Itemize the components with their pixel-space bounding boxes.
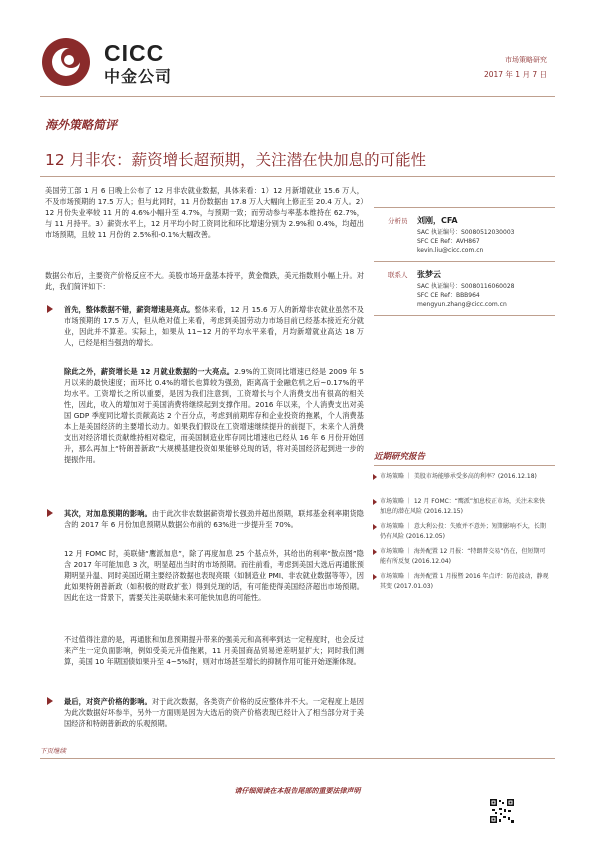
fomc-paragraph: 12 月 FOMC 时，美联储“鹰派加息”，除了再度加息 25 个基点外，其给出的利率“散点图”隐含 2017 年可能加息 3 次，明显超出当时的市场预期。而往前看，考虑到美国大选后再通胀预期明显升温、同时美国近期主要经济数据也表现亮眼（如制造业 PMI、非农就业数据等等），因此如果特朗普新政（如积极的财政扩张）得到兑现的话，有可能使得美国经济超出市场预期。因此在这一背景下，需要关注美联储未来可能快加息的可能性。 (64, 549, 364, 602)
bullet-second (64, 508, 364, 530)
continued-note: 下页继续 (40, 747, 66, 755)
intro-tail-paragraph: 数据公布后，主要资产价格反应不大。美股市场开盘基本持平，黄金微跌，美元指数则小幅上升。对此，我们简评如下： (45, 271, 364, 291)
risk-paragraph: 不过值得注意的是，再通胀和加息预期提升带来的强美元和高利率到达一定程度时，也会反过来产生一定负面影响，例如受美元升值拖累，11 月美国商品贸易逆差明显扩大；同时我们测算，美国 10 年期国债如果升至 4~5%时，则对市场甚至增长的抑制作用可能开始逐渐体现。 (64, 635, 364, 666)
analyst-role: 分析员 (388, 217, 408, 225)
bullet-arrow-icon (373, 574, 377, 580)
bullet-third (64, 696, 364, 729)
footer-divider (40, 758, 555, 759)
analyst-role: 联系人 (388, 271, 408, 279)
bullet-arrow-icon (373, 474, 377, 480)
analyst-name: 刘刚，CFA (417, 216, 458, 225)
analyst-email[interactable]: mengyun.zhang@cicc.com.cn (417, 301, 507, 308)
bullet-lead: 其次，对加息预期的影响。 (64, 509, 152, 518)
page-title: 12 月非农：薪资增长超预期，关注潜在快加息的可能性 (45, 151, 427, 169)
analyst-name: 张梦云 (417, 270, 441, 279)
wage-paragraph (64, 366, 364, 465)
analyst-sfc: SFC CE Ref：BBB964 (417, 292, 480, 299)
recent-report-item[interactable]: 市场策略 ｜ 海外配置 1 月报暨 2016 年点评：防范波动，静观其变 (2017.01.03) (380, 572, 550, 591)
title-divider (40, 176, 555, 177)
recent-report-item[interactable]: 市场策略 ｜ 12 月 FOMC：“鹰派”加息校正市场，关注未来快加息的潜在风险 (2016.12.15) (380, 497, 550, 516)
analyst-box-divider (374, 207, 555, 208)
bullet-text: 由于此次非农数据薪资增长强劲并超出预期，联邦基金利率期货隐含的 2017 年 6 月份加息预期从数据公布前的 63%进一步提升至 70%。 (64, 509, 364, 529)
analyst-sac: SAC 执证编号：S0080512030003 (417, 229, 515, 236)
wage-text: 2.9%的工资同比增速已经是 2009 年 5 月以来的最快速度；而环比 0.4%的增长也算较为强劲，距离高于金融危机之后~0.17%的平均水平。工资增长之所以重要，是因为我们注意到，工资增长与个人消费支出有很高的相关性，因此，收入的增加对于美国消费将继续起到支撑作用。2016 年以来，个人消费支出对美国 GDP 季度同比增长贡献高达 2 个百分点，考虑到前期库存和企业投资的拖累，个人消费基本上是美国经济的主要增长动力。如果我们假设在工资增速继续提升的前提下，未来个人消费支出对经济增长贡献维持相对稳定，而美国制造业库存同比增速也已经从 16 年 6 月份开始回升，那么再加上“特朗普新政”大规模基建投资如果能够兑现的话，将对美国经济起到进一步的提振作用。 (64, 367, 364, 464)
analyst-box-divider (374, 261, 555, 262)
bullet-text: 对于此次数据，各类资产价格的反应整体并不大。一定程度上是因为此次数据好坏参半，另外一方面则是因为大选后的资产价格表现已经计入了相当部分对于美国经济和特朗普新政的乐观预期。 (64, 697, 364, 728)
section-title: 海外策略简评 (45, 118, 118, 132)
logo-chinese-text: 中金公司 (104, 67, 173, 86)
report-type: 市场策略研究 (505, 56, 547, 64)
report-date: 2017 年 1 月 7 日 (483, 70, 547, 79)
wage-lead: 除此之外，薪资增长是 12 月就业数据的一大亮点。 (64, 367, 235, 376)
logo-text: CICC (104, 40, 165, 66)
analyst-sac: SAC 执证编号：S0080116060028 (417, 283, 515, 290)
bullet-arrow-icon (47, 697, 53, 705)
analyst-email[interactable]: kevin.liu@cicc.com.cn (417, 247, 484, 254)
bullet-arrow-icon (47, 509, 53, 517)
header-divider (40, 96, 555, 97)
intro-paragraph: 美国劳工部 1 月 6 日晚上公布了 12 月非农就业数据，具体来看：1）12 月新增就业 15.6 万人，不及市场预期的 17.5 万人；但与此同时，11 月份数据由 17.8 万人大幅向上修正至 20.4 万人。2）12 月份失业率较 11 月的 4.6%小幅升至 4.7%，与预期一致；而劳动参与率基本维持在 62.7%，与 11 月持平。3）薪资水平上，12 月平均小时工资同比和环比增速分别为 2.9%和 0.4%，均超出市场预期，且较 11 月份的 2.5%和-0.1%大幅改善。 (45, 186, 364, 239)
cicc-logo-icon (40, 36, 92, 88)
analyst-box-divider (374, 315, 555, 316)
bullet-lead: 最后，对资产价格的影响。 (64, 697, 152, 706)
analyst-box (374, 207, 555, 325)
recent-report-item[interactable]: 市场策略 ｜ 海外配置 12 月报：“特朗普交易”仍在，但短期可能有所反复 (2016.12.04) (380, 547, 550, 566)
bullet-arrow-icon (373, 499, 377, 505)
bullet-arrow-icon (47, 305, 53, 313)
bullet-lead: 首先，整体数据不错，薪资增速是亮点。 (64, 305, 195, 314)
recent-reports-title: 近期研究报告 (374, 452, 426, 462)
bullet-text: 整体来看，12 月 15.6 万人的新增非农就业虽然不及市场预期的 17.5 万人，但从绝对值上来看，考虑到美国劳动力市场目前已经基本接近充分就业，因此并不算差。实际上，如果从 11~12 月的平均水平来看，月均新增就业高达 18 万人，已经是相当强劲的增长。 (64, 305, 364, 347)
qr-code-icon (489, 798, 515, 824)
legal-disclaimer: 请仔细阅读在本报告尾部的重要法律声明 (234, 787, 361, 795)
bullet-first (64, 304, 364, 348)
recent-report-item[interactable]: 市场策略 ｜ 意大利公投：失败并不意外；短期影响不大，长期仍有风险 (2016.12.05) (380, 522, 550, 541)
bullet-arrow-icon (373, 524, 377, 530)
recent-report-item[interactable]: 市场策略 ｜ 美股市场能够承受多高的利率？(2016.12.18) (380, 472, 550, 482)
analyst-sfc: SFC CE Ref：AVH867 (417, 238, 480, 245)
bullet-arrow-icon (373, 549, 377, 555)
recent-reports-divider (374, 465, 555, 466)
